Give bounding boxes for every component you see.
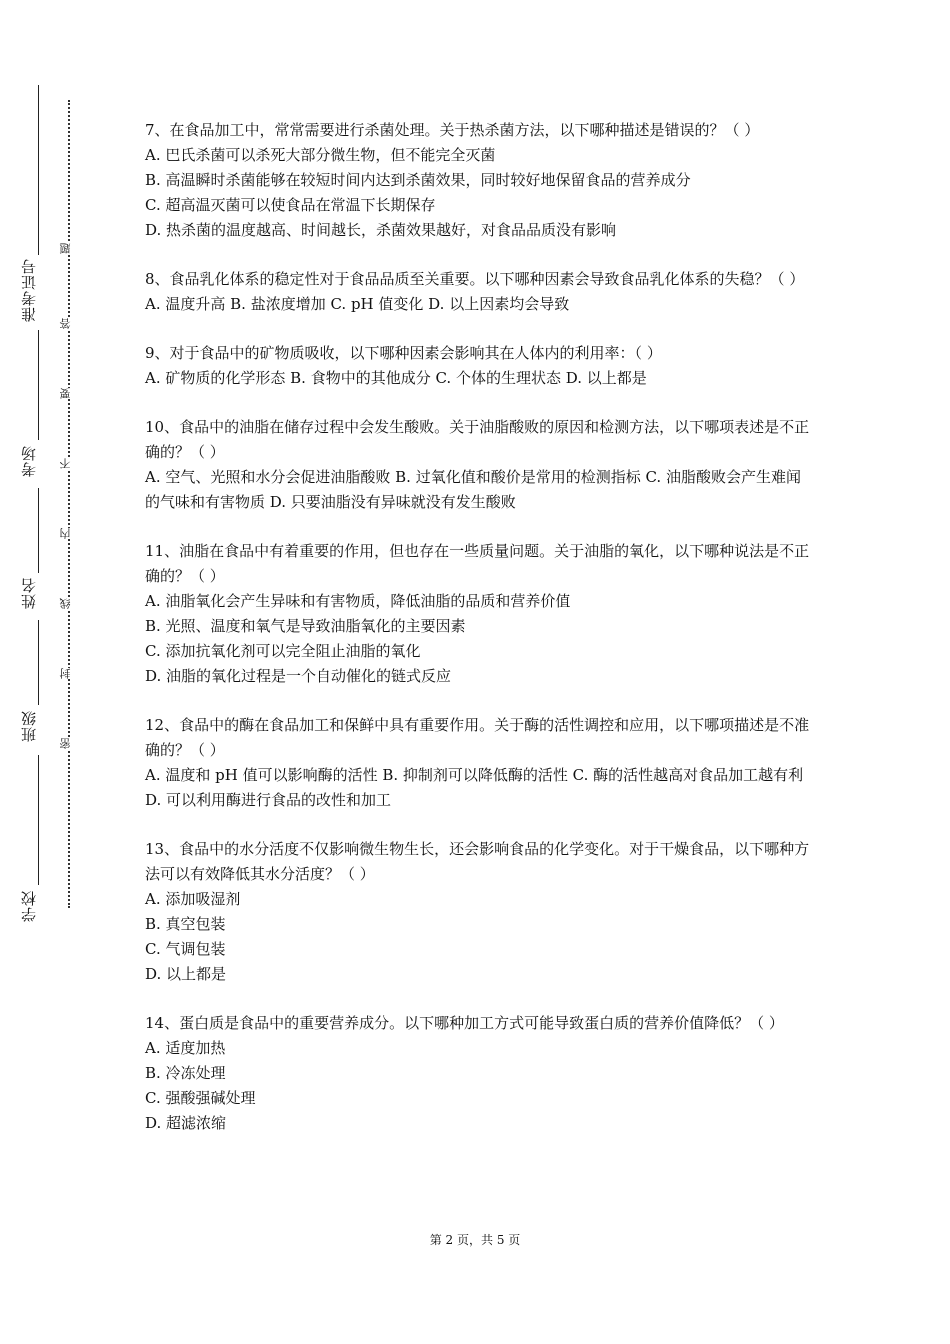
option: D. 热杀菌的温度越高、时间越长，杀菌效果越好，对食品品质没有影响	[145, 221, 617, 239]
seal-char: 答	[58, 318, 78, 329]
label-kc: 考场	[20, 445, 38, 477]
question-11	[145, 539, 810, 689]
seal-char: 封	[58, 668, 78, 679]
seal-char: 密	[58, 738, 78, 749]
question-14	[145, 1011, 810, 1136]
question-13	[145, 837, 810, 987]
seal-char: 线	[58, 598, 78, 609]
option: A. 空气、光照和水分会促进油脂酸败 B. 过氧化值和酸价是常用的检测指标 C. 油脂酸败会产生难闻的气味和有害物质 D. 只要油脂没有异味就没有发生酸败	[145, 468, 801, 511]
option: A. 适度加热	[145, 1039, 226, 1057]
option: A. 油脂氧化会产生异味和有害物质，降低油脂的品质和营养价值	[145, 592, 571, 610]
question-stem: 9、对于食品中的矿物质吸收，以下哪种因素会影响其在人体内的利用率：（ ）	[145, 344, 662, 362]
option: B. 真空包装	[145, 915, 226, 933]
option: C. 添加抗氧化剂可以完全阻止油脂的氧化	[145, 642, 421, 660]
label-bj: 班级	[20, 710, 38, 742]
question-stem: 14、蛋白质是食品中的重要营养成分。以下哪种加工方式可能导致蛋白质的营养价值降低？（ ）	[145, 1014, 784, 1032]
option: D. 油脂的氧化过程是一个自动催化的链式反应	[145, 667, 452, 685]
option: A. 巴氏杀菌可以杀死大部分微生物，但不能完全灭菌	[145, 146, 496, 164]
question-stem: 7、在食品加工中，常常需要进行杀菌处理。关于热杀菌方法，以下哪种描述是错误的？（ ）	[145, 121, 760, 139]
binding-line	[38, 755, 39, 885]
option: A. 矿物质的化学形态 B. 食物中的其他成分 C. 个体的生理状态 D. 以上都是	[145, 369, 647, 387]
option: A. 温度和 pH 值可以影响酶的活性 B. 抑制剂可以降低酶的活性 C. 酶的活性越高对食品加工越有利 D. 可以利用酶进行食品的改性和加工	[145, 766, 804, 809]
binding-line	[38, 620, 39, 705]
option: C. 超高温灭菌可以使食品在常温下长期保存	[145, 196, 436, 214]
question-10	[145, 415, 810, 515]
question-stem: 10、食品中的油脂在储存过程中会发生酸败。关于油脂酸败的原因和检测方法，以下哪项表述是不正确的？（ ）	[145, 418, 810, 461]
question-stem: 12、食品中的酶在食品加工和保鲜中具有重要作用。关于酶的活性调控和应用，以下哪项描述是不准确的？（ ）	[145, 716, 810, 759]
option: B. 光照、温度和氧气是导致油脂氧化的主要因素	[145, 617, 466, 635]
seal-dotted-line	[68, 100, 70, 908]
label-zkzh: 准考证号	[20, 258, 38, 322]
question-7	[145, 118, 810, 243]
seal-char: 内	[58, 528, 78, 539]
option: D. 以上都是	[145, 965, 227, 983]
question-list	[145, 118, 810, 1160]
option: A. 添加吸湿剂	[145, 890, 241, 908]
question-12	[145, 713, 810, 813]
binding-margin	[0, 0, 120, 1344]
question-8	[145, 267, 810, 317]
option: B. 高温瞬时杀菌能够在较短时间内达到杀菌效果，同时较好地保留食品的营养成分	[145, 171, 691, 189]
seal-char: 不	[58, 458, 78, 469]
question-stem: 8、食品乳化体系的稳定性对于食品品质至关重要。以下哪种因素会导致食品乳化体系的失稳？（ ）	[145, 270, 805, 288]
label-xm: 姓名	[20, 577, 38, 609]
option: C. 气调包装	[145, 940, 226, 958]
binding-line	[38, 488, 39, 573]
seal-char: 题	[58, 243, 78, 254]
question-9	[145, 341, 810, 391]
seal-char: 要	[58, 388, 78, 399]
page-number: 第 2 页，共 5 页	[429, 1233, 521, 1247]
binding-line	[38, 330, 39, 440]
binding-line	[38, 85, 39, 255]
label-xx: 学校	[20, 890, 38, 922]
question-stem: 11、油脂在食品中有着重要的作用，但也存在一些质量问题。关于油脂的氧化，以下哪种说法是不正确的？（ ）	[145, 542, 810, 585]
option: B. 冷冻处理	[145, 1064, 226, 1082]
option: D. 超滤浓缩	[145, 1114, 227, 1132]
question-stem: 13、食品中的水分活度不仅影响微生物生长，还会影响食品的化学变化。对于干燥食品，以下哪种方法可以有效降低其水分活度？（ ）	[145, 840, 810, 883]
option: C. 强酸强碱处理	[145, 1089, 256, 1107]
option: A. 温度升高 B. 盐浓度增加 C. pH 值变化 D. 以上因素均会导致	[145, 295, 570, 313]
